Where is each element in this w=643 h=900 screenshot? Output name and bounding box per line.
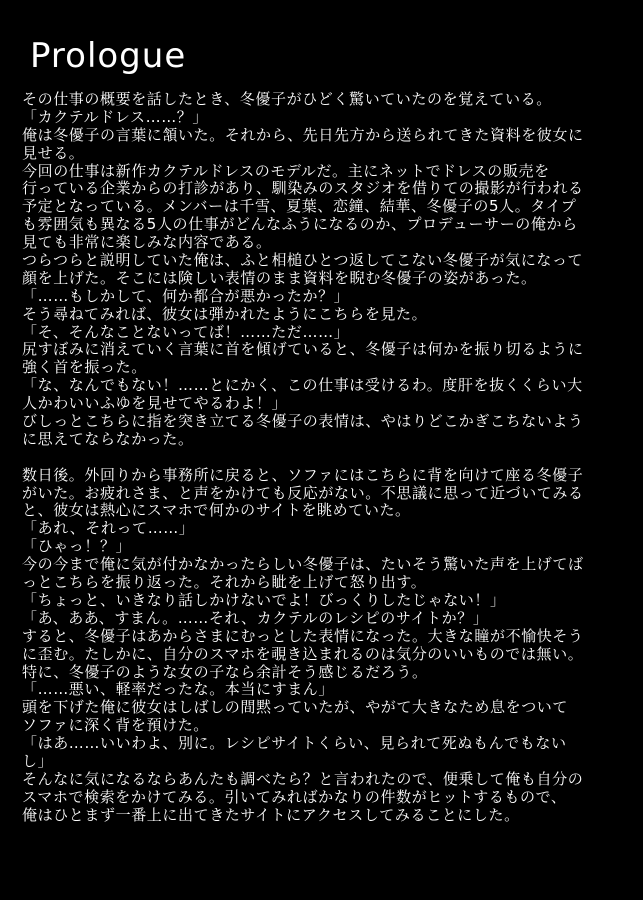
text-line: つらつらと説明していた俺は、ふと相槌ひとつ返してこない冬優子が気になって: [22, 252, 584, 270]
text-line: 俺はひとまず一番上に出てきたサイトにアクセスしてみることにした。: [22, 806, 520, 824]
text-line: そんなに気になるならあんたも調べたら？と言われたので、便乗して俺も自分の: [22, 770, 584, 788]
text-line: に思えてならなかった。: [22, 430, 194, 448]
text-line: 強く首を振った。: [22, 359, 147, 377]
text-line: 顔を上げた。そこには険しい表情のまま資料を睨む冬優子の姿があった。: [22, 269, 537, 287]
text-line: 「カクテルドレス……？」: [22, 108, 209, 126]
text-line: ソファに深く背を預けた。: [22, 717, 209, 735]
text-line: と、彼女は熱心にスマホで何かのサイトを眺めていた。: [22, 502, 411, 520]
text-line: に歪む。たしかに、自分のスマホを覗き込まれるのは気分のいいものでは無い。: [22, 645, 584, 663]
text-line: 見せる。: [22, 144, 85, 162]
text-line: 行っている企業からの打診があり、馴染みのスタジオを借りての撮影が行われる: [22, 180, 584, 198]
text-line: 今回の仕事は新作カクテルドレスのモデルだ。主にネットでドレスの販売を: [22, 162, 550, 180]
blank-line: [22, 449, 626, 467]
text-line: 「ひゃっ！？」: [22, 538, 132, 556]
text-line: スマホで検索をかけてみる。引いてみればかなりの件数がヒットするもので、: [22, 788, 567, 806]
text-line: 人かわいいふゆを見せてやるわよ！」: [22, 395, 288, 413]
text-line: その仕事の概要を話したとき、冬優子がひどく驚いていたのを覚えている。: [22, 91, 552, 108]
text-line: そう尋ねてみれば、彼女は弾かれたようにこちらを見た。: [22, 305, 428, 323]
text-line: がいた。お疲れさま、と声をかけても反応がない。不思議に思って近づいてみる: [22, 484, 584, 502]
text-line: 今の今まで俺に気が付かなかったらしい冬優子は、たいそう驚いた声を上げてば: [22, 556, 584, 574]
text-line: 尻すぼみに消えていく言葉に首を傾げていると、冬優子は何かを振り切るように: [22, 341, 584, 359]
text-line: 予定となっている。メンバーは千雪、夏葉、恋鐘、結華、冬優子の5人。タイプ: [22, 198, 577, 216]
text-line: 特に、冬優子のような女の子なら余計そう感じるだろう。: [22, 663, 428, 681]
text-line: し」: [22, 752, 54, 770]
text-line: 「ちょっと、いきなり話しかけないでよ！びっくりしたじゃない！」: [22, 591, 506, 609]
text-line: 頭を下げた俺に彼女はしばしの間黙っていたが、やがて大きなため息をついて: [22, 699, 569, 717]
text-line: 俺は冬優子の言葉に頷いた。それから、先日先方から送られてきた資料を彼女に: [22, 126, 584, 144]
text-line: 「……もしかして、何か都合が悪かったか？」: [22, 287, 350, 305]
page-title: Prologue: [30, 36, 187, 76]
text-line: すると、冬優子はあからさまにむっとした表情になった。大きな瞳が不愉快そう: [22, 627, 584, 645]
text-line: 「……悪い、軽率だったな。本当にすまん」: [22, 681, 335, 699]
text-line: 数日後。外回りから事務所に戻ると、ソファにはこちらに背を向けて座る冬優子: [22, 466, 584, 484]
text-line: 見ても非常に楽しみな内容である。: [22, 234, 272, 252]
text-line: っとこちらを振り返った。それから眦を上げて怒り出す。: [22, 574, 427, 592]
text-line: 「あれ、それって……」: [22, 520, 195, 538]
text-line: 「そ、そんなことないってば！……ただ……」: [22, 323, 350, 341]
body-text: [22, 91, 626, 825]
text-line: 「な、なんでもない！……とにかく、この仕事は受けるわ。度肝を抜くくらい大: [22, 377, 583, 395]
text-line: 「あ、ああ、すまん。……それ、カクテルのレシピのサイトか？」: [22, 609, 489, 627]
text-line: 「はあ……いいわよ、別に。レシピサイトくらい、見られて死ぬもんでもない: [22, 735, 567, 753]
text-line: びしっとこちらに指を突き立てる冬優子の表情は、やはりどこかぎこちないよう: [22, 413, 584, 431]
text-line: も雰囲気も異なる5人の仕事がどんなふうになるのか、プロデューサーの俺から: [22, 216, 578, 234]
